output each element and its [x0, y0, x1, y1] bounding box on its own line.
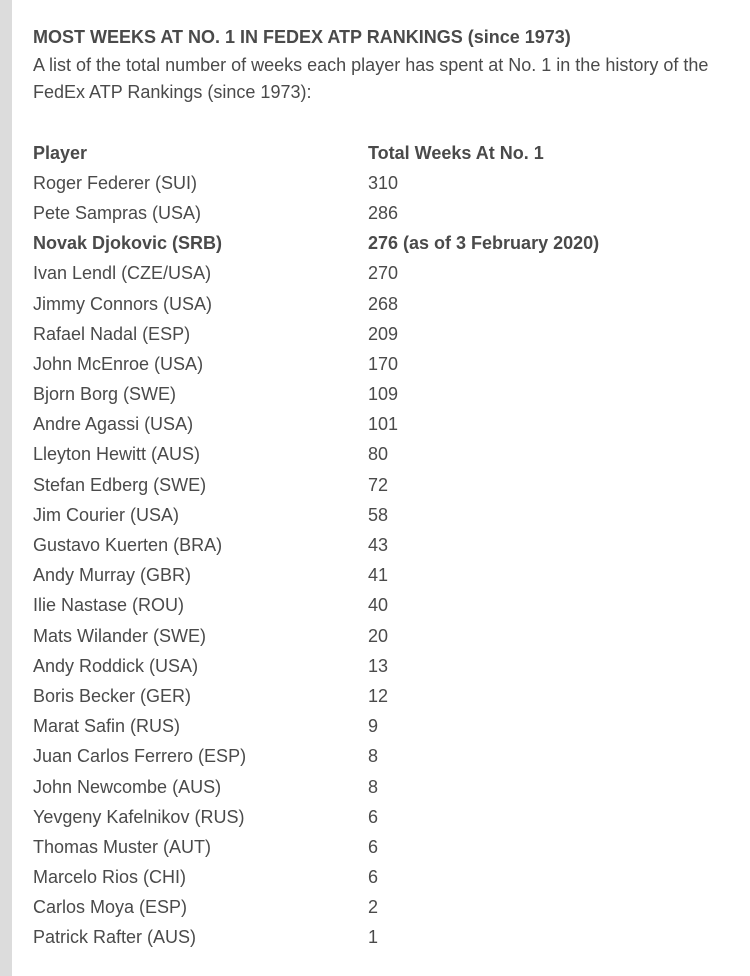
- player-name-cell: Stefan Edberg (SWE): [33, 474, 207, 495]
- total-weeks-cell: 270: [368, 263, 399, 284]
- total-weeks-cell: 8: [368, 746, 379, 767]
- player-name-cell: Andy Roddick (USA): [33, 655, 199, 676]
- player-name-cell: Novak Djokovic (SRB): [33, 233, 223, 254]
- total-weeks-cell: 286: [368, 202, 399, 223]
- player-name-cell: Carlos Moya (ESP): [33, 897, 188, 918]
- total-weeks-cell: 101: [368, 414, 399, 435]
- total-weeks-cell: 2: [368, 897, 379, 918]
- table-row: [33, 289, 599, 319]
- total-weeks-cell: 6: [368, 836, 379, 857]
- player-name-cell: Bjorn Borg (SWE): [33, 384, 177, 405]
- table-row: [33, 410, 599, 440]
- table-row: [33, 168, 599, 198]
- player-name-cell: Andy Murray (GBR): [33, 565, 192, 586]
- rankings-table: [33, 138, 599, 953]
- page-left-border: [0, 0, 12, 976]
- table-row: [33, 198, 599, 228]
- player-name-cell: Ivan Lendl (CZE/USA): [33, 263, 212, 284]
- total-weeks-cell: 209: [368, 323, 399, 344]
- total-weeks-cell: 276 (as of 3 February 2020): [368, 233, 600, 254]
- total-weeks-cell: 80: [368, 444, 389, 465]
- player-name-cell: Marcelo Rios (CHI): [33, 867, 187, 888]
- header-player: Player: [33, 142, 88, 163]
- total-weeks-cell: 170: [368, 353, 399, 374]
- player-name-cell: Gustavo Kuerten (BRA): [33, 535, 223, 556]
- total-weeks-cell: 109: [368, 384, 399, 405]
- table-row: [33, 772, 599, 802]
- player-name-cell: Mats Wilander (SWE): [33, 625, 207, 646]
- player-name-cell: Rafael Nadal (ESP): [33, 323, 191, 344]
- table-row: [33, 651, 599, 681]
- player-name-cell: Boris Becker (GER): [33, 685, 192, 706]
- total-weeks-cell: 6: [368, 867, 379, 888]
- table-row: [33, 681, 599, 711]
- total-weeks-cell: 1: [368, 927, 379, 948]
- table-header-row: [33, 138, 599, 168]
- table-row: [33, 380, 599, 410]
- player-name-cell: Ilie Nastase (ROU): [33, 595, 185, 616]
- total-weeks-cell: 40: [368, 595, 389, 616]
- table-row: [33, 319, 599, 349]
- table-row: [33, 561, 599, 591]
- player-name-cell: Yevgeny Kafelnikov (RUS): [33, 806, 245, 827]
- total-weeks-cell: 6: [368, 806, 379, 827]
- table-row: [33, 229, 599, 259]
- table-row: [33, 621, 599, 651]
- rankings-table-body: [33, 168, 599, 953]
- total-weeks-cell: 310: [368, 172, 399, 193]
- total-weeks-cell: 58: [368, 504, 389, 525]
- player-name-cell: Andre Agassi (USA): [33, 414, 194, 435]
- player-name-cell: Pete Sampras (USA): [33, 202, 202, 223]
- player-name-cell: Patrick Rafter (AUS): [33, 927, 197, 948]
- table-row: [33, 742, 599, 772]
- player-name-cell: John McEnroe (USA): [33, 353, 204, 374]
- player-name-cell: John Newcombe (AUS): [33, 776, 222, 797]
- player-name-cell: Juan Carlos Ferrero (ESP): [33, 746, 247, 767]
- total-weeks-cell: 20: [368, 625, 389, 646]
- page-title: MOST WEEKS AT NO. 1 IN FEDEX ATP RANKINGS (since 1973): [33, 27, 571, 47]
- table-row: [33, 440, 599, 470]
- total-weeks-cell: 8: [368, 776, 379, 797]
- table-row: [33, 923, 599, 953]
- table-row: [33, 832, 599, 862]
- table-row: [33, 349, 599, 379]
- player-name-cell: Jimmy Connors (USA): [33, 293, 213, 314]
- table-row: [33, 893, 599, 923]
- table-row: [33, 500, 599, 530]
- total-weeks-cell: 13: [368, 655, 389, 676]
- player-name-cell: Lleyton Hewitt (AUS): [33, 444, 201, 465]
- table-row: [33, 802, 599, 832]
- total-weeks-cell: 268: [368, 293, 399, 314]
- article-content: [33, 25, 733, 953]
- table-row: [33, 863, 599, 893]
- total-weeks-cell: 12: [368, 685, 389, 706]
- player-name-cell: Roger Federer (SUI): [33, 172, 198, 193]
- table-row: [33, 470, 599, 500]
- header-total-weeks: Total Weeks At No. 1: [368, 142, 544, 163]
- player-name-cell: Marat Safin (RUS): [33, 716, 181, 737]
- table-row: [33, 712, 599, 742]
- table-row: [33, 530, 599, 560]
- intro-paragraph: A list of the total number of weeks each player has spent at No. 1 in the history of the FedEx ATP Rankings (since 1973):: [33, 55, 709, 102]
- total-weeks-cell: 43: [368, 535, 389, 556]
- player-name-cell: Jim Courier (USA): [33, 504, 180, 525]
- total-weeks-cell: 41: [368, 565, 389, 586]
- table-row: [33, 591, 599, 621]
- table-row: [33, 259, 599, 289]
- total-weeks-cell: 9: [368, 716, 379, 737]
- player-name-cell: Thomas Muster (AUT): [33, 836, 212, 857]
- total-weeks-cell: 72: [368, 474, 389, 495]
